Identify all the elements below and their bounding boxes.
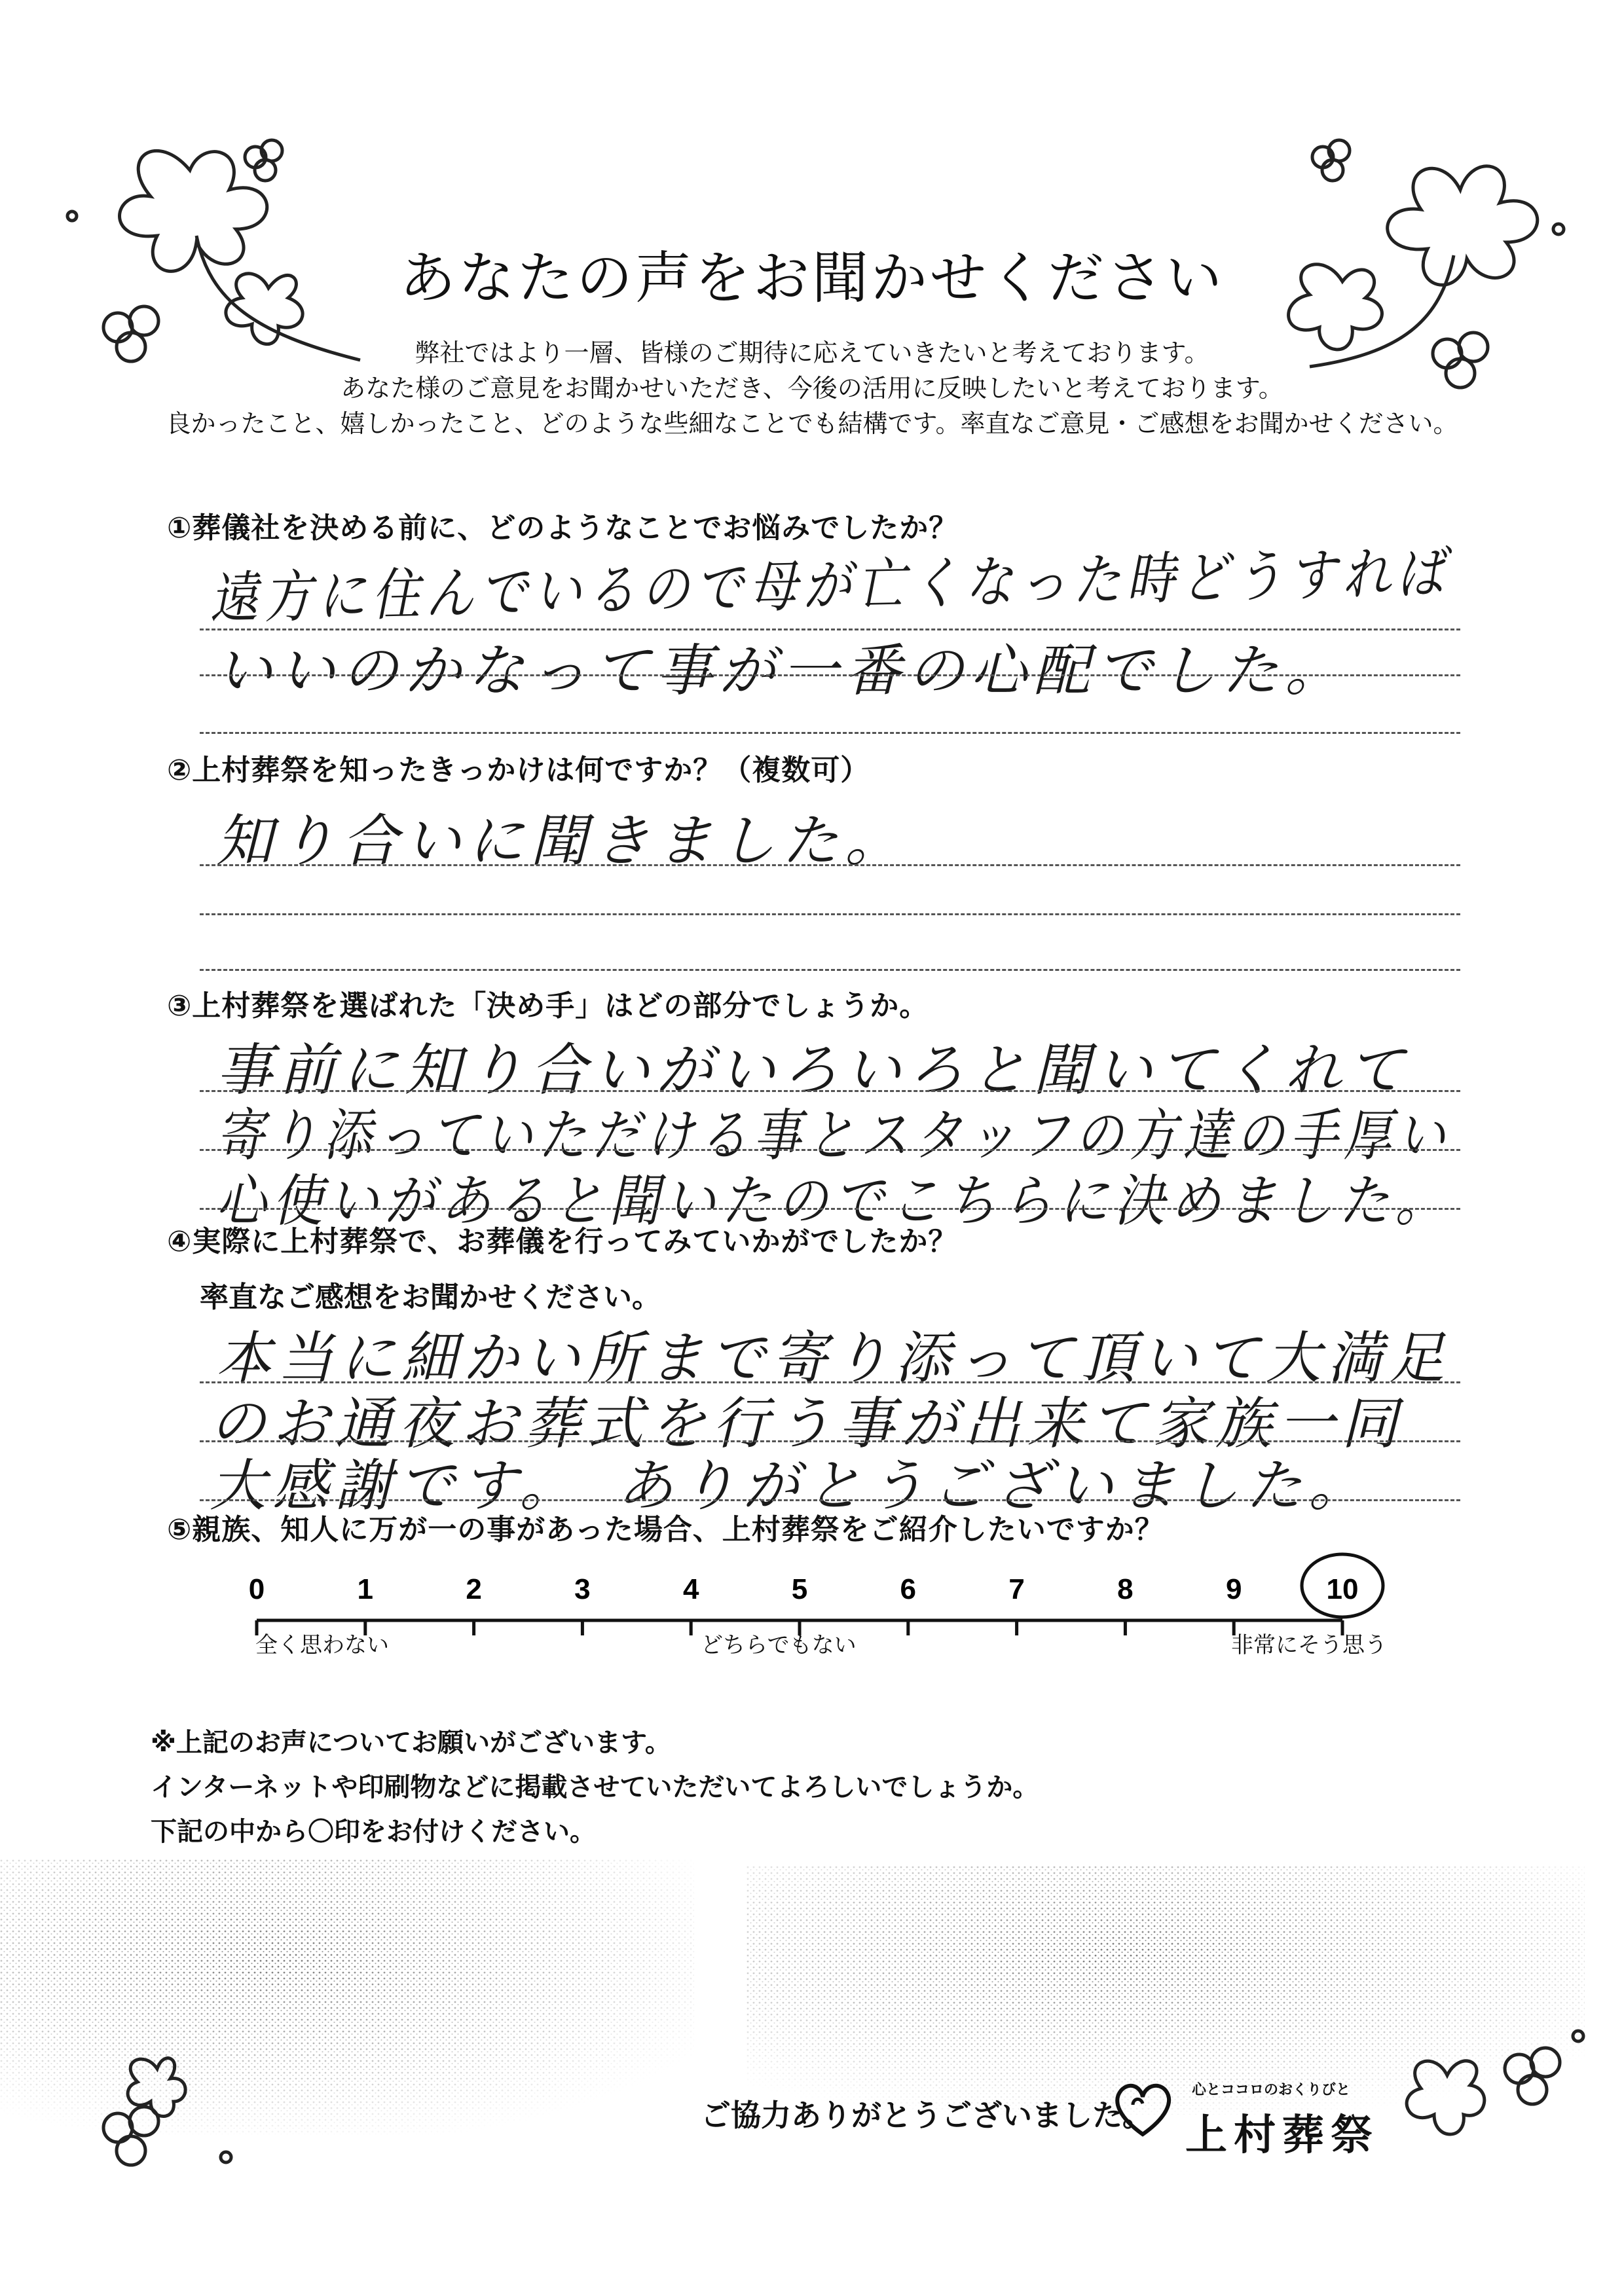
- answer-rule: [200, 913, 1460, 915]
- scale-tick-label[interactable]: 3: [574, 1573, 591, 1605]
- answer-rule: [200, 1499, 1460, 1501]
- scale-tick-label[interactable]: 9: [1225, 1573, 1242, 1605]
- scale-tick-label[interactable]: 10: [1326, 1573, 1359, 1605]
- publication-request-line-2: インターネットや印刷物などに掲載させていただいてよろしいでしょうか。: [151, 1772, 1039, 1802]
- answer-rule: [200, 969, 1460, 971]
- intro-line-1: 弊社ではより一層、皆様のご期待に応えていきたいと考えております。: [415, 338, 1209, 367]
- scale-tick-label[interactable]: 2: [466, 1573, 482, 1605]
- scale-tick-label[interactable]: 6: [900, 1573, 917, 1605]
- answer-rule: [200, 1090, 1460, 1092]
- page-title: あなたの声をお聞かせください: [399, 246, 1225, 311]
- question-3-answer-line-3[interactable]: 心使いがあると聞いたのでこちらに決めました。: [216, 1169, 1452, 1234]
- scale-mid-label: どちらでもない: [701, 1632, 857, 1658]
- question-1-label: ①葬儀社を決める前に、どのようなことでお悩みでしたか？: [167, 511, 959, 545]
- question-3-answer-line-2[interactable]: 寄り添っていただける事とスタッフの方達の手厚い: [216, 1103, 1451, 1169]
- question-3-answer-line-1[interactable]: 事前に知り合いがいろいろと聞いてくれて: [216, 1038, 1411, 1103]
- answer-rule: [200, 1208, 1460, 1210]
- clover-decoration-bottom-right-icon: [1382, 2016, 1591, 2187]
- question-4-answer-line-2[interactable]: のお通夜お葬式を行う事が出来て家族一同: [210, 1391, 1404, 1457]
- scale-tick-label[interactable]: 0: [248, 1573, 265, 1605]
- heart-logo-icon: [1107, 2072, 1179, 2144]
- scale-low-label: 全く思わない: [255, 1632, 389, 1658]
- answer-rule: [200, 674, 1460, 676]
- clover-decoration-bottom-left-icon: [79, 2030, 249, 2174]
- question-4-sublabel: 率直なご感想をお聞かせください。: [200, 1281, 661, 1314]
- scale-high-label: 非常にそう思う: [1231, 1632, 1387, 1658]
- question-1-answer-line-1[interactable]: 遠方に住んでいるので母が亡くなった時どうすれば: [209, 540, 1451, 632]
- answer-rule: [200, 864, 1460, 866]
- answer-rule: [200, 629, 1460, 630]
- answer-rule: [200, 1149, 1460, 1151]
- answer-rule: [200, 1440, 1460, 1442]
- publication-request-line-3: 下記の中から〇印をお付けください。: [151, 1817, 596, 1847]
- question-4-answer-line-3[interactable]: 大感謝です。 ありがとうございました。: [210, 1453, 1372, 1519]
- scale-tick-label[interactable]: 1: [357, 1573, 374, 1605]
- scale-tick-label[interactable]: 5: [791, 1573, 808, 1605]
- brand-tagline: 心とココロのおくりびと: [1192, 2082, 1351, 2098]
- question-5-label: ⑤親族、知人に万が一の事があった場合、上村葬祭をご紹介したいですか？: [167, 1513, 1164, 1546]
- scale-tick-label[interactable]: 7: [1008, 1573, 1025, 1605]
- question-2-answer-line-1[interactable]: 知り合いに聞きました。: [216, 809, 908, 874]
- question-2-label: ②上村葬祭を知ったきっかけは何ですか？（複数可）: [167, 754, 870, 787]
- publication-request-line-1: ※上記のお声についてお願いがございます。: [151, 1728, 671, 1758]
- rating-scale: [216, 1552, 1428, 1683]
- intro-line-2: あなた様のご意見をお聞かせいただき、今後の活用に反映したいと考えております。: [341, 374, 1283, 403]
- intro-line-3: 良かったこと、嬉しかったこと、どのような些細なことでも結構です。率直なご意見・ご感想をお聞かせください。: [166, 409, 1458, 438]
- question-3-label: ③上村葬祭を選ばれた「決め手」はどの部分でしょうか。: [167, 989, 929, 1023]
- question-4-answer-line-1[interactable]: 本当に細かい所まで寄り添って頂いて大満足: [216, 1326, 1451, 1391]
- answer-rule: [200, 732, 1460, 734]
- scale-tick-label[interactable]: 4: [682, 1573, 699, 1605]
- thanks-message: ご協力ありがとうございました。: [701, 2098, 1153, 2133]
- brand-name: 上村葬祭: [1185, 2111, 1379, 2160]
- scale-tick-label[interactable]: 8: [1117, 1573, 1134, 1605]
- question-4-label: ④実際に上村葬祭で、お葬儀を行ってみていかがでしたか？: [167, 1225, 958, 1258]
- question-1-answer-line-2[interactable]: いいのかなって事が一番の心配でした。: [216, 638, 1348, 704]
- answer-rule: [200, 1381, 1460, 1383]
